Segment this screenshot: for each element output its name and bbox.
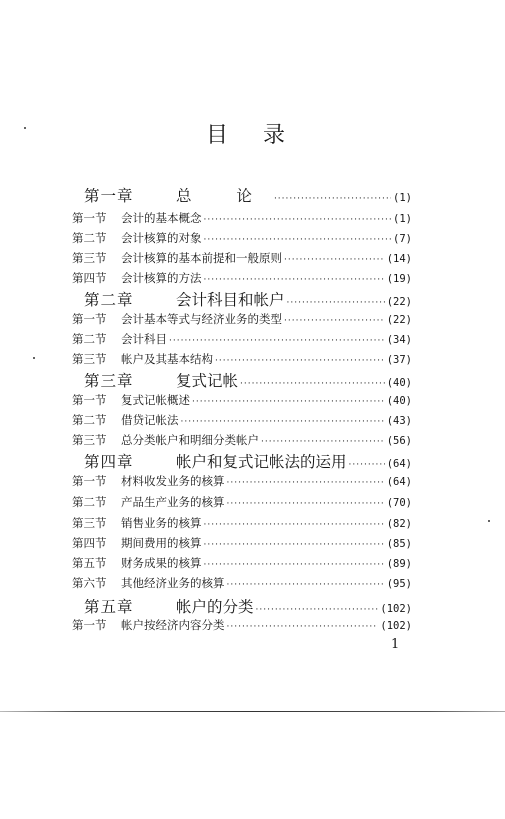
page-reference: (1) <box>393 192 412 204</box>
section-title: 会计核算的对象 <box>121 231 202 245</box>
dot-leader <box>181 414 385 430</box>
section-number: 第三节 <box>72 433 107 447</box>
dot-leader <box>215 353 385 369</box>
section-title: 会计基本等式与经济业务的类型 <box>121 312 282 326</box>
page-number: 1 <box>391 637 400 652</box>
section-title: 材料收发业务的核算 <box>121 474 225 488</box>
section-title: 会计核算的方法 <box>121 271 202 285</box>
section-number: 第三节 <box>72 516 107 530</box>
page-reference: (19) <box>386 273 412 285</box>
scan-speck <box>24 127 26 129</box>
page-reference: (37) <box>386 354 412 366</box>
dot-leader <box>287 293 385 313</box>
toc-chapter-row <box>72 290 412 313</box>
section-number: 第一节 <box>72 312 107 326</box>
section-number: 第四节 <box>72 271 107 285</box>
section-number: 第二节 <box>72 231 107 245</box>
chapter-title: 复式记帐 <box>176 372 239 390</box>
section-number: 第二节 <box>72 332 107 346</box>
page-reference: (34) <box>386 334 412 346</box>
dot-leader <box>261 434 385 450</box>
section-title: 帐户按经济内容分类 <box>121 618 225 632</box>
section-title: 会计的基本概念 <box>121 211 202 225</box>
section-number: 第二节 <box>72 413 107 427</box>
section-title: 会计科目 <box>121 332 167 346</box>
section-title: 期间费用的核算 <box>121 536 202 550</box>
dot-leader <box>204 212 392 228</box>
toc-section-row <box>72 351 412 369</box>
section-number: 第六节 <box>72 576 107 590</box>
toc-section-row <box>72 515 412 533</box>
section-title: 借贷记帐法 <box>121 413 179 427</box>
toc-section-row <box>72 311 412 329</box>
page-reference: (7) <box>393 233 412 245</box>
chapter-number: 第五章 <box>84 598 134 616</box>
toc-section-row <box>72 230 412 248</box>
dot-leader <box>240 374 385 394</box>
section-title: 销售业务的核算 <box>121 516 202 530</box>
toc-section-row <box>72 555 412 573</box>
toc-section-row <box>72 250 412 268</box>
dot-leader <box>192 394 385 410</box>
page-reference: (64) <box>386 458 412 470</box>
dot-leader <box>204 517 385 533</box>
bottom-rule <box>0 711 505 712</box>
section-number: 第四节 <box>72 536 107 550</box>
page-reference: (95) <box>386 578 412 590</box>
toc-section-row <box>72 473 412 491</box>
dot-leader <box>169 333 385 349</box>
section-number: 第二节 <box>72 495 107 509</box>
page-reference: (102) <box>380 620 412 632</box>
chapter-number: 第三章 <box>84 372 134 390</box>
dot-leader <box>227 475 385 491</box>
chapter-number: 第一章 <box>84 187 134 205</box>
toc-section-row <box>72 575 412 593</box>
toc-section-row <box>72 535 412 553</box>
toc-section-row <box>72 331 412 349</box>
toc-section-row <box>72 494 412 512</box>
toc-section-row <box>72 432 412 450</box>
section-number: 第一节 <box>72 618 107 632</box>
page-reference: (82) <box>386 518 412 530</box>
page-reference: (40) <box>386 395 412 407</box>
section-number: 第三节 <box>72 251 107 265</box>
page-reference: (102) <box>380 603 412 615</box>
dot-leader <box>227 619 379 635</box>
section-title: 总分类帐户和明细分类帐户 <box>121 433 259 447</box>
toc-chapter-row <box>72 371 412 394</box>
toc-section-row <box>72 412 412 430</box>
chapter-number: 第四章 <box>84 453 134 471</box>
page-reference: (64) <box>386 476 412 488</box>
page-reference: (22) <box>386 296 412 308</box>
dot-leader <box>227 496 385 512</box>
toc-section-row <box>72 270 412 288</box>
page-reference: (43) <box>386 415 412 427</box>
section-number: 第一节 <box>72 393 107 407</box>
page-reference: (70) <box>386 497 412 509</box>
dot-leader <box>349 455 385 475</box>
page-reference: (1) <box>393 213 412 225</box>
chapter-title: 帐户和复式记帐法的运用 <box>176 453 347 471</box>
dot-leader <box>204 232 392 248</box>
section-title: 帐户及其基本结构 <box>121 352 213 366</box>
chapter-number: 第二章 <box>84 291 134 309</box>
section-title: 会计核算的基本前提和一般原则 <box>121 251 282 265</box>
toc-chapter-row <box>72 452 412 475</box>
toc-section-row <box>72 210 412 228</box>
page-reference: (56) <box>386 435 412 447</box>
page-reference: (40) <box>386 377 412 389</box>
dot-leader <box>274 189 391 209</box>
dot-leader <box>204 557 385 573</box>
section-title: 产品生产业务的核算 <box>121 495 225 509</box>
page-title: 目 录 <box>206 123 299 148</box>
toc-section-row <box>72 617 412 635</box>
dot-leader <box>227 577 385 593</box>
dot-leader <box>284 252 385 268</box>
scan-speck <box>33 357 35 359</box>
chapter-title: 总 论 <box>176 187 272 205</box>
page-reference: (89) <box>386 558 412 570</box>
chapter-title: 会计科目和帐户 <box>176 291 285 309</box>
toc-section-row <box>72 392 412 410</box>
section-number: 第三节 <box>72 352 107 366</box>
section-title: 复式记帐概述 <box>121 393 190 407</box>
page-reference: (85) <box>386 538 412 550</box>
scan-speck <box>488 520 490 522</box>
toc-chapter-row <box>72 186 412 209</box>
section-number: 第五节 <box>72 556 107 570</box>
dot-leader <box>204 537 385 553</box>
section-number: 第一节 <box>72 474 107 488</box>
page-reference: (14) <box>386 253 412 265</box>
section-number: 第一节 <box>72 211 107 225</box>
chapter-title: 帐户的分类 <box>176 598 254 616</box>
dot-leader <box>284 313 385 329</box>
dot-leader <box>204 272 385 288</box>
page-reference: (22) <box>386 314 412 326</box>
section-title: 其他经济业务的核算 <box>121 576 225 590</box>
section-title: 财务成果的核算 <box>121 556 202 570</box>
